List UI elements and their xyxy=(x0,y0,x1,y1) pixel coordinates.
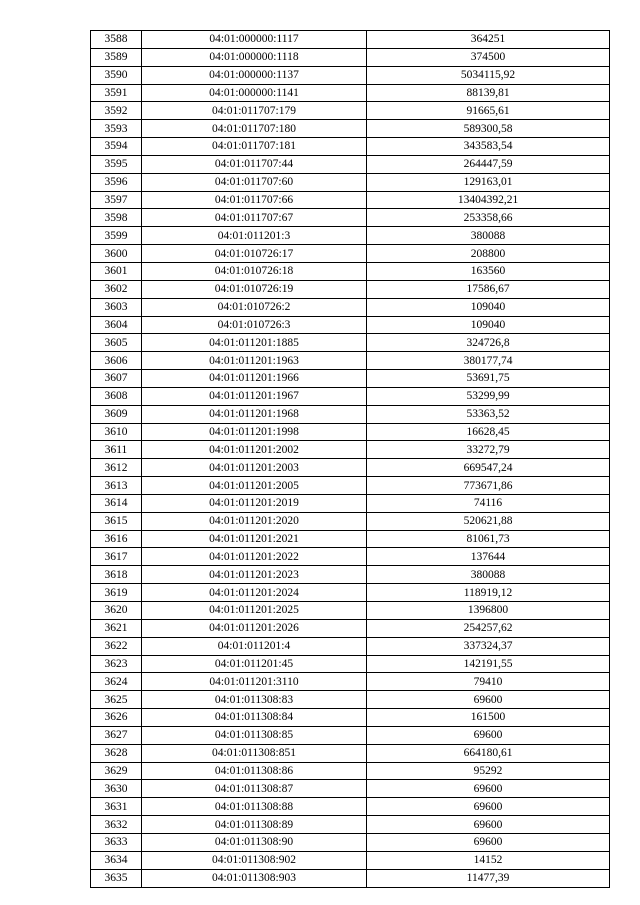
value-cell: 69600 xyxy=(367,798,610,816)
table-row xyxy=(91,102,610,120)
row-number-cell: 3611 xyxy=(91,441,142,459)
cadastral-number-cell: 04:01:011201:1963 xyxy=(142,352,367,370)
value-cell: 74116 xyxy=(367,494,610,512)
row-number-cell: 3628 xyxy=(91,744,142,762)
table-row xyxy=(91,387,610,405)
value-cell: 324726,8 xyxy=(367,334,610,352)
table-row xyxy=(91,566,610,584)
value-cell: 17586,67 xyxy=(367,280,610,298)
cadastral-number-cell: 04:01:011308:86 xyxy=(142,762,367,780)
table-row xyxy=(91,548,610,566)
cadastral-number-cell: 04:01:011201:1966 xyxy=(142,370,367,388)
value-cell: 53363,52 xyxy=(367,405,610,423)
row-number-cell: 3618 xyxy=(91,566,142,584)
table-row xyxy=(91,423,610,441)
row-number-cell: 3629 xyxy=(91,762,142,780)
value-cell: 109040 xyxy=(367,298,610,316)
cadastral-number-cell: 04:01:011707:181 xyxy=(142,138,367,156)
cadastral-value-table xyxy=(90,30,610,888)
table-row xyxy=(91,869,610,887)
row-number-cell: 3604 xyxy=(91,316,142,334)
row-number-cell: 3607 xyxy=(91,370,142,388)
row-number-cell: 3605 xyxy=(91,334,142,352)
cadastral-number-cell: 04:01:011201:2026 xyxy=(142,619,367,637)
value-cell: 520621,88 xyxy=(367,512,610,530)
value-cell: 109040 xyxy=(367,316,610,334)
row-number-cell: 3591 xyxy=(91,84,142,102)
cadastral-number-cell: 04:01:000000:1118 xyxy=(142,48,367,66)
table-row xyxy=(91,138,610,156)
row-number-cell: 3593 xyxy=(91,120,142,138)
table-row xyxy=(91,262,610,280)
table-row xyxy=(91,120,610,138)
cadastral-number-cell: 04:01:000000:1141 xyxy=(142,84,367,102)
table-row xyxy=(91,494,610,512)
table-row xyxy=(91,173,610,191)
cadastral-number-cell: 04:01:011308:83 xyxy=(142,691,367,709)
table-row xyxy=(91,209,610,227)
value-cell: 95292 xyxy=(367,762,610,780)
row-number-cell: 3601 xyxy=(91,262,142,280)
row-number-cell: 3615 xyxy=(91,512,142,530)
row-number-cell: 3630 xyxy=(91,780,142,798)
value-cell: 669547,24 xyxy=(367,459,610,477)
row-number-cell: 3620 xyxy=(91,602,142,620)
table-row xyxy=(91,726,610,744)
row-number-cell: 3616 xyxy=(91,530,142,548)
cadastral-number-cell: 04:01:011201:3110 xyxy=(142,673,367,691)
cadastral-number-cell: 04:01:011201:2020 xyxy=(142,512,367,530)
cadastral-number-cell: 04:01:010726:19 xyxy=(142,280,367,298)
table-row xyxy=(91,851,610,869)
cadastral-number-cell: 04:01:011201:2025 xyxy=(142,602,367,620)
value-cell: 589300,58 xyxy=(367,120,610,138)
cadastral-number-cell: 04:01:011308:90 xyxy=(142,833,367,851)
cadastral-number-cell: 04:01:011308:89 xyxy=(142,816,367,834)
table-row xyxy=(91,691,610,709)
row-number-cell: 3598 xyxy=(91,209,142,227)
table-row xyxy=(91,31,610,49)
table-row xyxy=(91,66,610,84)
table-row xyxy=(91,405,610,423)
cadastral-number-cell: 04:01:000000:1137 xyxy=(142,66,367,84)
cadastral-number-cell: 04:01:000000:1117 xyxy=(142,31,367,49)
cadastral-number-cell: 04:01:011308:902 xyxy=(142,851,367,869)
cadastral-number-cell: 04:01:011707:179 xyxy=(142,102,367,120)
row-number-cell: 3626 xyxy=(91,709,142,727)
table-row xyxy=(91,655,610,673)
cadastral-number-cell: 04:01:011707:67 xyxy=(142,209,367,227)
value-cell: 129163,01 xyxy=(367,173,610,191)
row-number-cell: 3614 xyxy=(91,494,142,512)
row-number-cell: 3595 xyxy=(91,155,142,173)
cadastral-number-cell: 04:01:011201:1968 xyxy=(142,405,367,423)
cadastral-number-cell: 04:01:011201:2002 xyxy=(142,441,367,459)
value-cell: 53299,99 xyxy=(367,387,610,405)
row-number-cell: 3609 xyxy=(91,405,142,423)
value-cell: 337324,37 xyxy=(367,637,610,655)
row-number-cell: 3613 xyxy=(91,477,142,495)
row-number-cell: 3599 xyxy=(91,227,142,245)
cadastral-number-cell: 04:01:011201:4 xyxy=(142,637,367,655)
cadastral-number-cell: 04:01:011201:2023 xyxy=(142,566,367,584)
value-cell: 16628,45 xyxy=(367,423,610,441)
row-number-cell: 3617 xyxy=(91,548,142,566)
cadastral-number-cell: 04:01:010726:2 xyxy=(142,298,367,316)
cadastral-number-cell: 04:01:011201:2019 xyxy=(142,494,367,512)
value-cell: 69600 xyxy=(367,833,610,851)
value-cell: 773671,86 xyxy=(367,477,610,495)
value-cell: 14152 xyxy=(367,851,610,869)
value-cell: 81061,73 xyxy=(367,530,610,548)
cadastral-number-cell: 04:01:011201:3 xyxy=(142,227,367,245)
row-number-cell: 3619 xyxy=(91,584,142,602)
row-number-cell: 3588 xyxy=(91,31,142,49)
table-row xyxy=(91,48,610,66)
cadastral-number-cell: 04:01:011201:2024 xyxy=(142,584,367,602)
row-number-cell: 3635 xyxy=(91,869,142,887)
cadastral-number-cell: 04:01:011308:851 xyxy=(142,744,367,762)
value-cell: 142191,55 xyxy=(367,655,610,673)
cadastral-number-cell: 04:01:011707:44 xyxy=(142,155,367,173)
value-cell: 69600 xyxy=(367,816,610,834)
value-cell: 380177,74 xyxy=(367,352,610,370)
cadastral-number-cell: 04:01:011308:903 xyxy=(142,869,367,887)
table-row xyxy=(91,798,610,816)
row-number-cell: 3633 xyxy=(91,833,142,851)
cadastral-number-cell: 04:01:011201:2022 xyxy=(142,548,367,566)
value-cell: 69600 xyxy=(367,780,610,798)
value-cell: 264447,59 xyxy=(367,155,610,173)
table-row xyxy=(91,673,610,691)
cadastral-number-cell: 04:01:010726:18 xyxy=(142,262,367,280)
value-cell: 163560 xyxy=(367,262,610,280)
table-row xyxy=(91,191,610,209)
row-number-cell: 3632 xyxy=(91,816,142,834)
cadastral-number-cell: 04:01:011201:2003 xyxy=(142,459,367,477)
table-row xyxy=(91,512,610,530)
cadastral-number-cell: 04:01:011707:66 xyxy=(142,191,367,209)
table-row xyxy=(91,280,610,298)
row-number-cell: 3624 xyxy=(91,673,142,691)
cadastral-number-cell: 04:01:011201:2021 xyxy=(142,530,367,548)
value-cell: 118919,12 xyxy=(367,584,610,602)
value-cell: 253358,66 xyxy=(367,209,610,227)
row-number-cell: 3600 xyxy=(91,245,142,263)
row-number-cell: 3596 xyxy=(91,173,142,191)
row-number-cell: 3634 xyxy=(91,851,142,869)
value-cell: 69600 xyxy=(367,691,610,709)
cadastral-number-cell: 04:01:010726:3 xyxy=(142,316,367,334)
row-number-cell: 3589 xyxy=(91,48,142,66)
cadastral-number-cell: 04:01:010726:17 xyxy=(142,245,367,263)
value-cell: 208800 xyxy=(367,245,610,263)
value-cell: 664180,61 xyxy=(367,744,610,762)
cadastral-number-cell: 04:01:011201:2005 xyxy=(142,477,367,495)
value-cell: 254257,62 xyxy=(367,619,610,637)
value-cell: 380088 xyxy=(367,227,610,245)
table-row xyxy=(91,744,610,762)
table-row xyxy=(91,298,610,316)
table-row xyxy=(91,637,610,655)
cadastral-number-cell: 04:01:011308:85 xyxy=(142,726,367,744)
row-number-cell: 3594 xyxy=(91,138,142,156)
row-number-cell: 3602 xyxy=(91,280,142,298)
table-row xyxy=(91,459,610,477)
value-cell: 5034115,92 xyxy=(367,66,610,84)
row-number-cell: 3621 xyxy=(91,619,142,637)
value-cell: 11477,39 xyxy=(367,869,610,887)
table-row xyxy=(91,619,610,637)
table-row xyxy=(91,352,610,370)
row-number-cell: 3597 xyxy=(91,191,142,209)
row-number-cell: 3627 xyxy=(91,726,142,744)
table-row xyxy=(91,709,610,727)
cadastral-number-cell: 04:01:011201:1885 xyxy=(142,334,367,352)
row-number-cell: 3592 xyxy=(91,102,142,120)
table-row xyxy=(91,477,610,495)
row-number-cell: 3603 xyxy=(91,298,142,316)
table-row xyxy=(91,334,610,352)
table-row xyxy=(91,84,610,102)
value-cell: 53691,75 xyxy=(367,370,610,388)
row-number-cell: 3623 xyxy=(91,655,142,673)
table-row xyxy=(91,816,610,834)
value-cell: 91665,61 xyxy=(367,102,610,120)
table-row xyxy=(91,602,610,620)
cadastral-number-cell: 04:01:011707:60 xyxy=(142,173,367,191)
value-cell: 88139,81 xyxy=(367,84,610,102)
cadastral-number-cell: 04:01:011201:1967 xyxy=(142,387,367,405)
value-cell: 364251 xyxy=(367,31,610,49)
row-number-cell: 3622 xyxy=(91,637,142,655)
table-row xyxy=(91,441,610,459)
table-row xyxy=(91,370,610,388)
table-row xyxy=(91,762,610,780)
value-cell: 343583,54 xyxy=(367,138,610,156)
table-row xyxy=(91,245,610,263)
cadastral-number-cell: 04:01:011201:45 xyxy=(142,655,367,673)
row-number-cell: 3610 xyxy=(91,423,142,441)
cadastral-number-cell: 04:01:011201:1998 xyxy=(142,423,367,441)
value-cell: 69600 xyxy=(367,726,610,744)
table-row xyxy=(91,155,610,173)
cadastral-number-cell: 04:01:011308:88 xyxy=(142,798,367,816)
cadastral-number-cell: 04:01:011308:84 xyxy=(142,709,367,727)
value-cell: 79410 xyxy=(367,673,610,691)
table-row xyxy=(91,227,610,245)
row-number-cell: 3625 xyxy=(91,691,142,709)
value-cell: 13404392,21 xyxy=(367,191,610,209)
table-row xyxy=(91,780,610,798)
value-cell: 374500 xyxy=(367,48,610,66)
cadastral-number-cell: 04:01:011707:180 xyxy=(142,120,367,138)
row-number-cell: 3590 xyxy=(91,66,142,84)
table-row xyxy=(91,316,610,334)
row-number-cell: 3612 xyxy=(91,459,142,477)
table-row xyxy=(91,833,610,851)
value-cell: 137644 xyxy=(367,548,610,566)
row-number-cell: 3631 xyxy=(91,798,142,816)
cadastral-number-cell: 04:01:011308:87 xyxy=(142,780,367,798)
table-row xyxy=(91,584,610,602)
table-body xyxy=(91,31,610,888)
value-cell: 380088 xyxy=(367,566,610,584)
row-number-cell: 3608 xyxy=(91,387,142,405)
value-cell: 33272,79 xyxy=(367,441,610,459)
row-number-cell: 3606 xyxy=(91,352,142,370)
table-row xyxy=(91,530,610,548)
value-cell: 1396800 xyxy=(367,602,610,620)
value-cell: 161500 xyxy=(367,709,610,727)
